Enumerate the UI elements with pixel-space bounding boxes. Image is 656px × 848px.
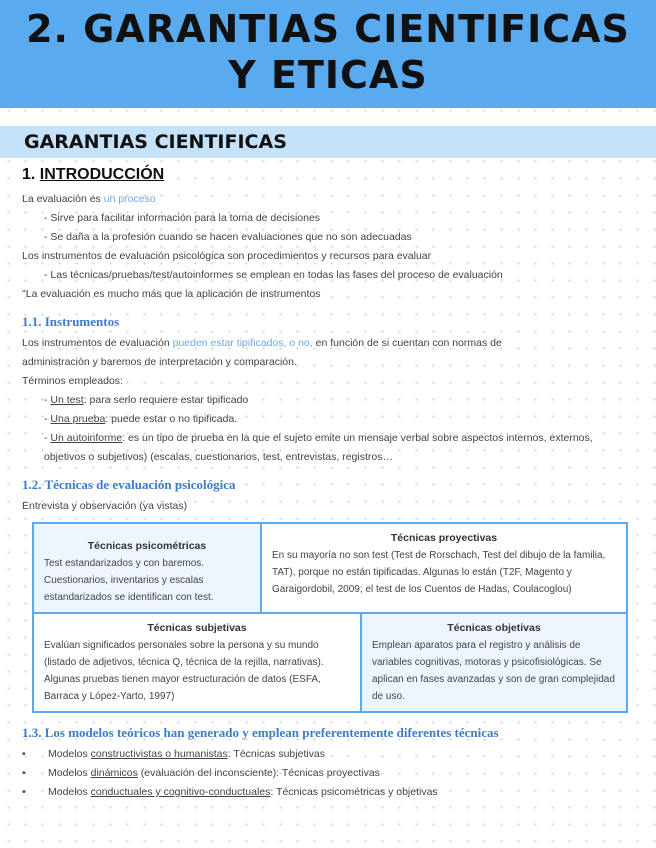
- list-item: [22, 783, 634, 802]
- term: constructivistas o humanistas: [90, 748, 228, 760]
- intro-heading-number: 1.: [22, 166, 36, 183]
- term: dinámicos: [90, 767, 138, 779]
- bullet: •: [22, 767, 26, 779]
- text: La evaluación es: [22, 193, 104, 205]
- highlight-text: un proceso: [103, 193, 156, 205]
- cell-body: En su mayoría no son test (Test de Rorschach, Test del dibujo de la familia, TAT), porque no están tipificadas. Algunas lo están (T2F, Magento y Garaigordobil, 2009; el test de los Cuentos de Hadas, Coulacoglou): [272, 550, 606, 595]
- cell-body: Evalúan significados personales sobre la persona y su mundo (listado de adjetivos, técnica Q, técnica de la rejilla, narrativas). Algunas pruebas tienen mayor estructuración de datos (ESFA, Barraca y López-Yarto, 1997): [44, 640, 324, 702]
- section-banner: [0, 126, 656, 158]
- s11-line-2: administración y baremos de interpretación y comparación.: [22, 356, 297, 368]
- cell-body: Emplean aparatos para el registro y análisis de variables cognitivas, motoras y psicofisiológicas. Se aplican en fases avanzadas y son de gran complejidad de uso.: [372, 640, 615, 702]
- cell-subjetivas: [34, 614, 360, 711]
- content: [22, 166, 634, 802]
- cell-psicometricas: [34, 524, 260, 612]
- list-item: [22, 764, 634, 783]
- dash: -: [44, 413, 51, 425]
- intro-line-6: "La evaluación es mucho más que la aplicación de instrumentos: [22, 288, 321, 300]
- highlight-text: pueden estar tipificados, o no,: [172, 337, 313, 349]
- cell-title: Técnicas objetivas: [447, 622, 541, 634]
- intro-line-3: - Se daña a la profesión cuando se hacen evaluaciones que no son adecuadas: [44, 231, 412, 243]
- text: Modelos: [48, 767, 91, 779]
- page-title-line2: Y ETICAS: [228, 53, 428, 97]
- intro-heading-text: INTRODUCCIÓN: [39, 166, 165, 183]
- intro-heading: [22, 166, 634, 184]
- dash: -: [44, 394, 51, 406]
- section-1-2-heading: 1.2. Técnicas de evaluación psicológica: [22, 477, 236, 492]
- page-title: [0, 0, 656, 98]
- term: conductuales y cognitivo-conductuales: [90, 786, 271, 798]
- s11-line-1: [22, 334, 634, 353]
- s12-line-1: Entrevista y observación (ya vistas): [22, 500, 188, 512]
- cell-body: Test estandarizados y con baremos. Cuestionarios, inventarios y escalas estandarizados se identifican con test.: [44, 558, 214, 603]
- text: (evaluación del inconsciente): Técnicas proyectivas: [137, 767, 380, 779]
- s11-line-3: Términos empleados:: [22, 375, 123, 387]
- definition: : puede estar o no tipificada.: [105, 413, 238, 425]
- techniques-row-1: [34, 524, 626, 612]
- cell-objetivas: [360, 614, 626, 711]
- cell-title: Técnicas psicométricas: [87, 540, 207, 552]
- dash: -: [44, 432, 51, 444]
- term: Un test: [50, 394, 84, 406]
- section-1-1-heading: 1.1. Instrumentos: [22, 314, 120, 329]
- term-prueba: [22, 410, 634, 429]
- cell-proyectivas: [260, 524, 626, 612]
- intro-line-1: [22, 190, 634, 209]
- term-test: [22, 391, 634, 410]
- definition: : para serlo requiere estar tipificado: [83, 394, 249, 406]
- techniques-row-2: [34, 612, 626, 711]
- cell-title: Técnicas proyectivas: [390, 532, 498, 544]
- term: Una prueba: [50, 413, 106, 425]
- intro-line-2: - Sirve para facilitar información para la toma de decisiones: [44, 212, 321, 224]
- title-banner: [0, 0, 656, 108]
- techniques-table: [32, 522, 628, 713]
- text: Los instrumentos de evaluación: [22, 337, 173, 349]
- text: : Técnicas subjetivas: [227, 748, 326, 760]
- text: : Técnicas psicométricas y objetivas: [270, 786, 438, 798]
- bullet: •: [22, 748, 26, 760]
- text: Modelos: [48, 786, 91, 798]
- section-title: GARANTIAS CIENTIFICAS: [24, 131, 287, 153]
- cell-title: Técnicas subjetivas: [147, 622, 247, 634]
- term-autoinforme: [22, 429, 634, 467]
- list-item: [22, 745, 634, 764]
- page-title-line1: 2. GARANTIAS CIENTIFICAS: [26, 7, 630, 51]
- intro-line-4: Los instrumentos de evaluación psicológica son procedimientos y recursos para evaluar: [22, 250, 432, 262]
- term: Un autoinforme: [50, 432, 123, 444]
- text: en función de si cuentan con normas de: [312, 337, 502, 349]
- section-1-3-heading: 1.3. Los modelos teóricos han generado y emplean preferentemente diferentes técnicas: [22, 725, 499, 740]
- intro-line-5: - Las técnicas/pruebas/test/autoinformes se emplean en todas las fases del proceso de evaluación: [44, 269, 503, 281]
- definition: : es un tipo de prueba en la que el sujeto emite un mensaje verbal sobre aspectos internos, externos, objetivos o subjetivos) (escalas, cuestionarios, test, entrevistas, registros…: [44, 432, 593, 463]
- bullet: •: [22, 786, 26, 798]
- text: Modelos: [48, 748, 91, 760]
